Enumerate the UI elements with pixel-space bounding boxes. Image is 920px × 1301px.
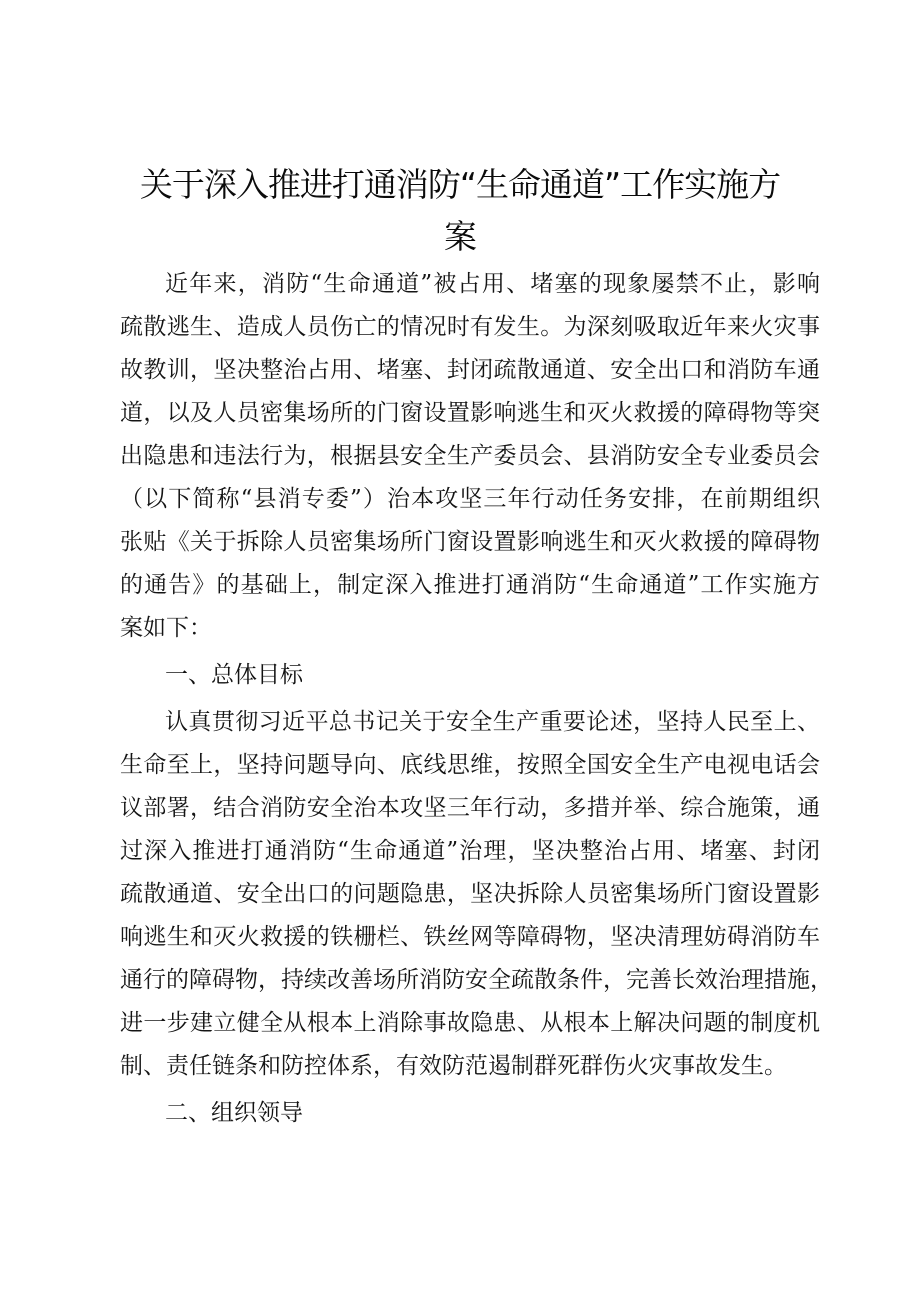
intro-paragraph-line: 的通告》的基础上，制定深入推进打通消防“生命通道”工作实施方 [120, 572, 820, 598]
section-heading-organization: 二、组织领导 [165, 1100, 303, 1126]
goal-paragraph-line: 议部署，结合消防安全治本攻坚三年行动，多措并举、综合施策，通 [120, 795, 820, 821]
intro-paragraph-line: 案如下： [120, 615, 212, 641]
document-title-line-2: 案 [444, 217, 476, 256]
intro-paragraph-line: 出隐患和违法行为，根据县安全生产委员会、县消防安全专业委员会 [120, 443, 820, 469]
intro-paragraph-line: 故教训，坚决整治占用、堵塞、封闭疏散通道、安全出口和消防车通 [120, 357, 820, 383]
intro-paragraph-line: 疏散逃生、造成人员伤亡的情况时有发生。为深刻吸取近年来火灾事 [120, 314, 820, 340]
intro-paragraph-line: （以下简称“县消专委”）治本攻坚三年行动任务安排，在前期组织 [120, 486, 820, 512]
section-heading-overall-goal: 一、总体目标 [165, 662, 303, 688]
document-title-line-1: 关于深入推进打通消防“生命通道”工作实施方 [139, 165, 781, 204]
goal-paragraph-line: 进一步建立健全从根本上消除事故隐患、从根本上解决问题的制度机 [120, 1010, 820, 1036]
goal-paragraph-line: 过深入推进打通消防“生命通道”治理，坚决整治占用、堵塞、封闭 [120, 838, 820, 864]
goal-paragraph-line: 认真贯彻习近平总书记关于安全生产重要论述，坚持人民至上、 [165, 709, 820, 735]
intro-paragraph-line: 近年来，消防“生命通道”被占用、堵塞的现象屡禁不止，影响 [165, 271, 820, 297]
goal-paragraph-line: 通行的障碍物，持续改善场所消防安全疏散条件，完善长效治理措施， [120, 967, 833, 993]
goal-paragraph-line: 生命至上，坚持问题导向、底线思维，按照全国安全生产电视电话会 [120, 752, 820, 778]
goal-paragraph-line: 制、责任链条和防控体系，有效防范遏制群死群伤火灾事故发生。 [120, 1053, 787, 1079]
goal-paragraph-line: 疏散通道、安全出口的问题隐患，坚决拆除人员密集场所门窗设置影 [120, 881, 820, 907]
intro-paragraph-line: 道，以及人员密集场所的门窗设置影响逃生和灭火救援的障碍物等突 [120, 400, 820, 426]
intro-paragraph-line: 张贴《关于拆除人员密集场所门窗设置影响逃生和灭火救援的障碍物 [120, 529, 820, 555]
goal-paragraph-line: 响逃生和灭火救援的铁栅栏、铁丝网等障碍物，坚决清理妨碍消防车 [120, 924, 820, 950]
